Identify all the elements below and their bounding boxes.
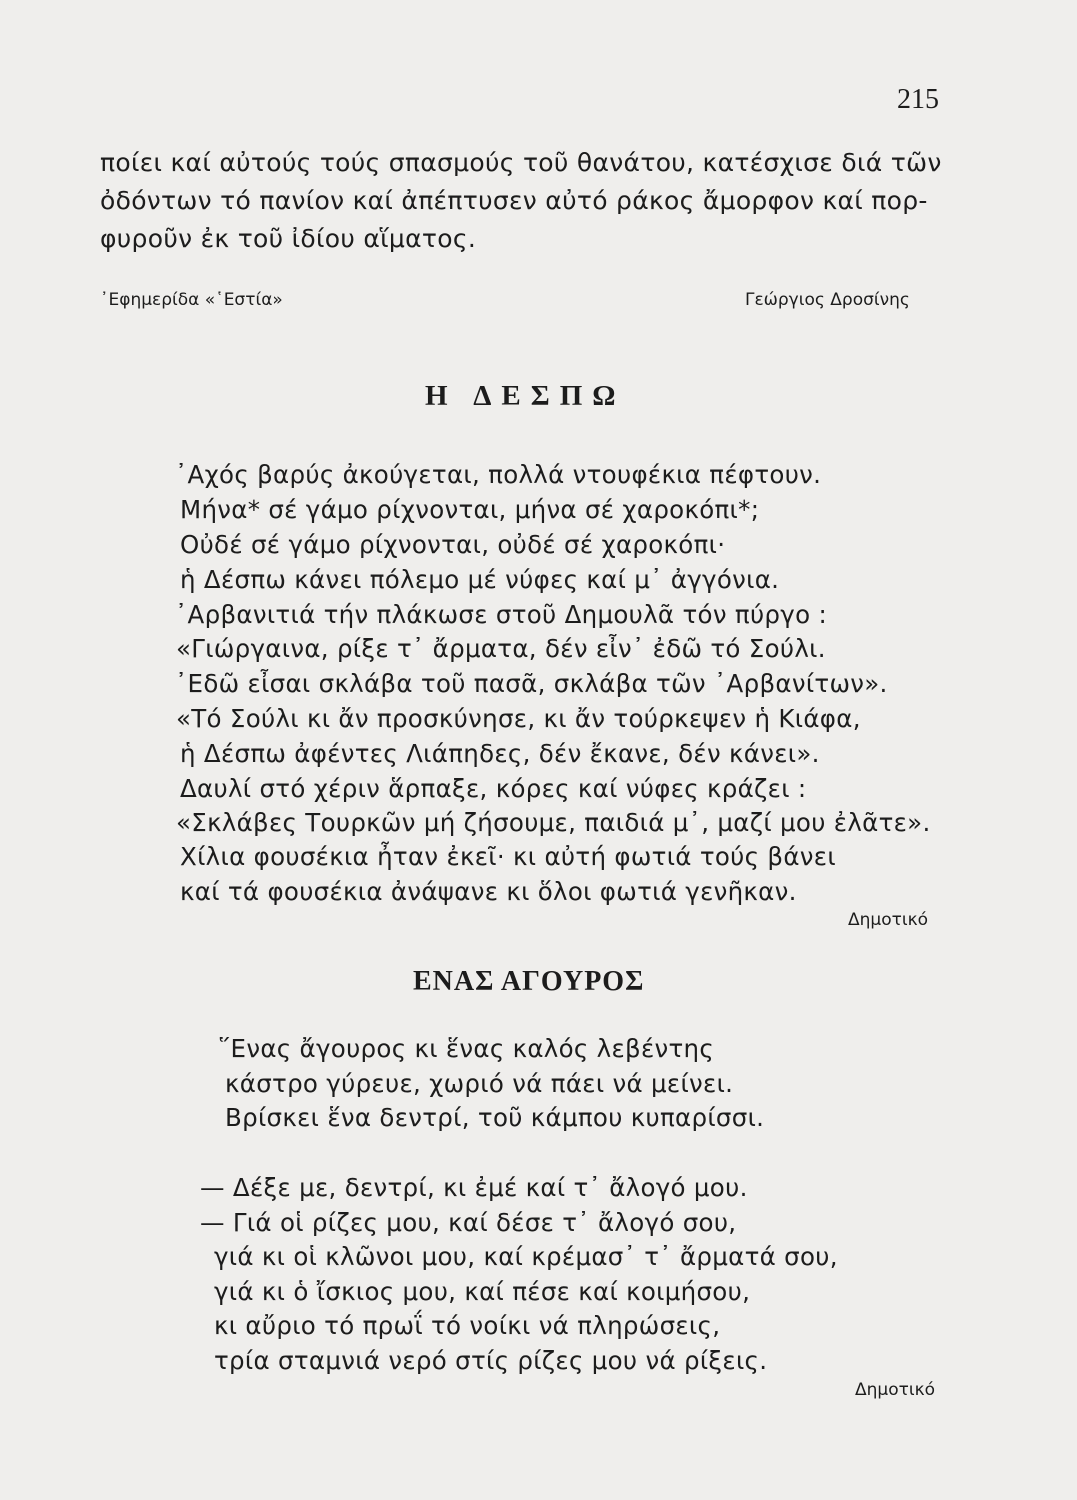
poem-credit: Δημοτικό (855, 1380, 936, 1400)
verse-line: Δαυλί στό χέριν ἅρπαξε, κόρες καί νύφες κράζει : (180, 774, 807, 803)
verse-line: ἡ Δέσπω ἀφέντες Λιάπηδες, δέν ἔκανε, δέν κάνει». (180, 739, 820, 768)
verse-line: «Σκλάβες Τουρκῶν μή ζήσουμε, παιδιά μ᾿, μαζί μου ἐλᾶτε». (176, 808, 931, 837)
verse-line: κι αὔριο τό πρωΐ τό νοίκι νά πληρώσεις, (214, 1311, 721, 1340)
verse-line: «Τό Σούλι κι ἄν προσκύνησε, κι ἄν τούρκεψεν ἡ Κιάφα, (176, 704, 861, 733)
verse-line: Βρίσκει ἕνα δεντρί, τοῦ κάμπου κυπαρίσσι. (225, 1103, 765, 1132)
verse-line: ᾿Αχός βαρύς ἀκούγεται, πολλά ντουφέκια πέφτουν. (175, 460, 822, 489)
verse-line: γιά κι ὁ ἴσκιος μου, καί πέσε καί κοιμήσου, (214, 1277, 751, 1306)
poem-title: Η ΔΕΣΠΩ (425, 380, 626, 412)
verse-line: καί τά φουσέκια ἀνάψανε κι ὅλοι φωτιά γενῆκαν. (180, 877, 797, 906)
verse-line: Οὐδέ σέ γάμο ρίχνονται, οὐδέ σέ χαροκόπι· (180, 530, 726, 559)
verse-line: ἡ Δέσπω κάνει πόλεμο μέ νύφες καί μ᾿ ἀγγόνια. (180, 565, 780, 594)
verse-line: «Γιώργαινα, ρίξε τ᾿ ἄρματα, δέν εἶν᾿ ἐδῶ τό Σούλι. (176, 634, 826, 663)
verse-line: — Δέξε με, δεντρί, κι ἐμέ καί τ᾿ ἄλογό μου. (200, 1173, 748, 1202)
verse-line: — Γιά οἱ ρίζες μου, καί δέσε τ᾿ ἄλογό σου, (200, 1208, 737, 1237)
verse-line: τρία σταμνιά νερό στίς ρίζες μου νά ρίξεις. (214, 1346, 768, 1375)
verse-line: γιά κι οἱ κλῶνοι μου, καί κρέμασ᾿ τ᾿ ἄρματά σου, (214, 1242, 838, 1271)
verse-line: ῞Ενας ἄγουρος κι ἕνας καλός λεβέντης (218, 1034, 715, 1063)
verse-line: ᾿Εδῶ εἶσαι σκλάβα τοῦ πασᾶ, σκλάβα τῶν ᾿Αρβανίτων». (175, 669, 888, 698)
poem-title: ΕΝΑΣ ΑΓΟΥΡΟΣ (413, 966, 645, 997)
prose-line: φυροῦν ἐκ τοῦ ἰδίου αἵματος. (100, 224, 477, 253)
page-number: 215 (897, 84, 939, 115)
verse-line: Μήνα* σέ γάμο ρίχνονται, μήνα σέ χαροκόπι*; (180, 495, 760, 524)
verse-line: ᾿Αρβανιτιά τήν πλάκωσε στοῦ Δημουλᾶ τόν πύργο : (175, 600, 827, 629)
prose-line: ποίει καί αὐτούς τούς σπασμούς τοῦ θανάτου, κατέσχισε διά τῶν (100, 148, 942, 177)
author-label: Γεώργιος Δροσίνης (745, 290, 910, 310)
verse-line: κάστρο γύρευε, χωριό νά πάει νά μείνει. (225, 1069, 734, 1098)
poem-credit: Δημοτικό (848, 910, 929, 930)
verse-line: Χίλια φουσέκια ἦταν ἐκεῖ· κι αὐτή φωτιά τούς βάνει (180, 842, 836, 871)
source-label: ᾿Εφημερίδα «῾Εστία» (100, 290, 283, 310)
prose-line: ὀδόντων τό πανίον καί ἀπέπτυσεν αὐτό ράκος ἄμορφον καί πορ- (100, 186, 928, 215)
